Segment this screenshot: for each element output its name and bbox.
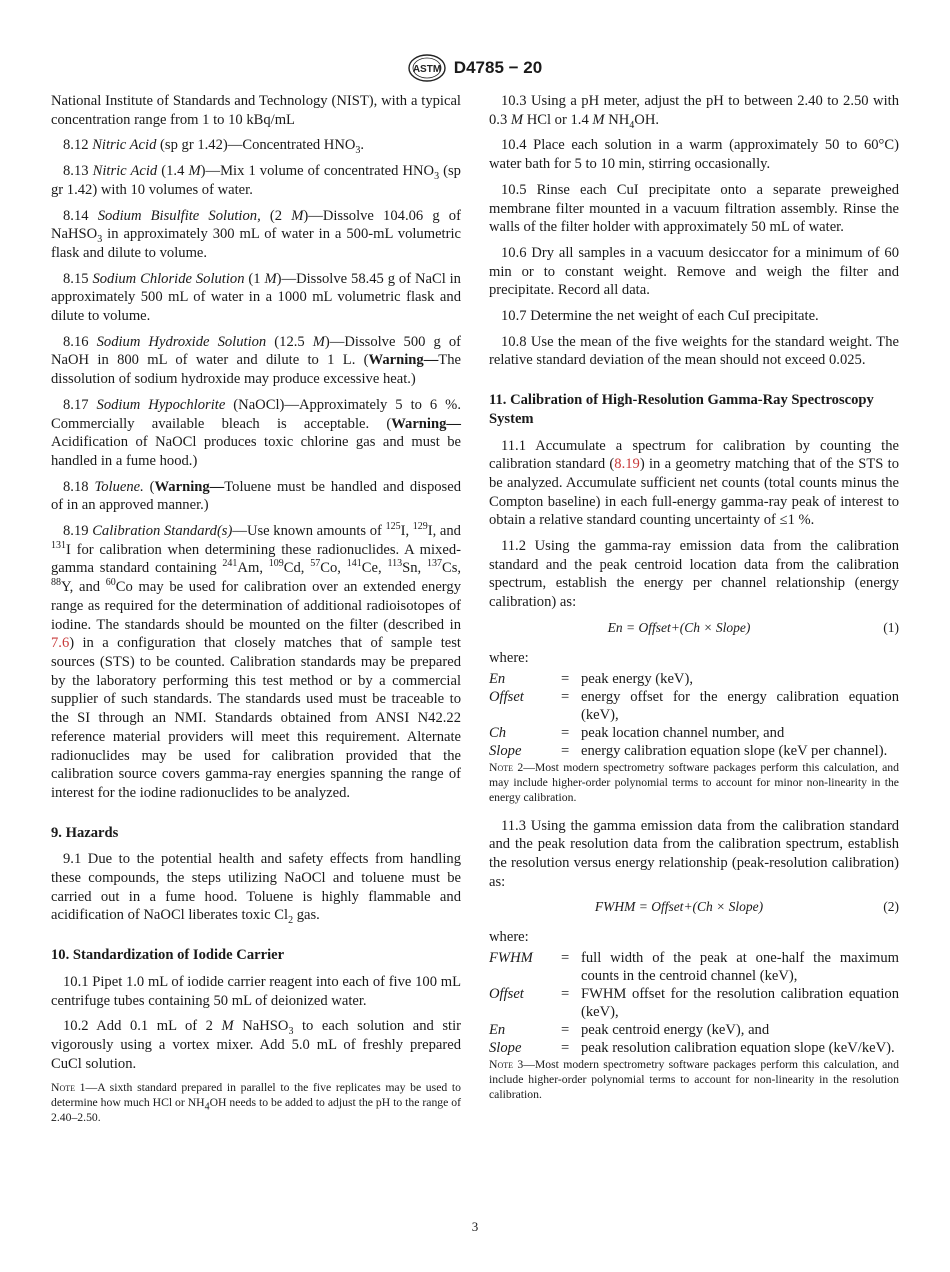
astm-logo-icon (408, 54, 446, 82)
paragraph-nist: National Institute of Standards and Technology (NIST), with a typical concentration range from 1 to 10 kBq/mL (51, 93, 461, 128)
equation-2-number: (2) (883, 899, 899, 915)
paragraph-8-15: 8.15 Sodium Chloride Solution (1 M)—Dissolve 58.45 g of NaCl in approximately 500 mL of water in a 1000 mL volumetric flask and dilute to volume. (51, 270, 461, 325)
definition-row: Offset = energy offset for the energy calibration equation (keV), (489, 688, 899, 723)
paragraph-10-4: 10.4 Place each solution in a warm (approximately 50 to 60°C) water bath for 5 to 10 min, stirring occasionally. (489, 137, 899, 173)
paragraph-11-2: 11.2 Using the gamma-ray emission data from the calibration standard and the peak centroid location data from the calibration spectrum, establish the energy per channel relationship (energy calibration) as: (489, 538, 899, 611)
definition-row: En = peak energy (keV), (489, 670, 693, 687)
definition-row: Ch = peak location channel number, and (489, 724, 785, 741)
paragraph-8-17: 8.17 Sodium Hypochlorite (NaOCl)—Approximately 5 to 6 %. Commercially available bleach is acceptable. (Warning—Acidification of NaOCl produces toxic chlorine gas and must be handled in a fume hood.) (51, 396, 461, 469)
note-3: Note 3—Most modern spectrometry software packages perform this calculation, and include higher-order polynomial terms to account for non-linearity in the resolution calibration. (489, 1058, 899, 1102)
paragraph-8-18: 8.18 Toluene. (Warning—Toluene must be handled and disposed of in an approved manner.) (51, 478, 461, 514)
paragraph-10-8: 10.8 Use the mean of the five weights for the standard weight. The relative standard deviation of the mean should not exceed 0.025. (489, 333, 899, 369)
paragraph-10-7: 10.7 Determine the net weight of each CuI precipitate. (501, 308, 819, 325)
definition-row: Offset = FWHM offset for the resolution calibration equation (keV), (489, 986, 899, 1021)
paragraph-11-3: 11.3 Using the gamma emission data from the calibration standard and the peak resolution data from the calibration spectrum, establish the resolution versus energy relationship (peak-resolution calibration) as: (489, 817, 899, 890)
definitions-table-1 (489, 670, 899, 760)
definitions-table-2 (489, 949, 899, 1057)
paragraph-8-19: 8.19 Calibration Standard(s)—Use known amounts of $^{125}$I, $^{129}$I, and $^{131}$I for calibration when determining these radionuclides. A mixed-gamma standard containing $^{241}$Am, $^{109}$Cd, $^{57}$Co, $^{141}$Ce, $^{113}$Sn, $^{137}$Cs, $^{88}$Y, and $^{60}$Co may be used for calibration over an extended energy range as required for the determination of additional radioisotopes of iodine. The standards should be mounted on the filter (described in 7.6) in a configuration that closely matches that of sample test sources (STS) to be counted. Calibration standards may be prepared by the laboratory performing this test method or by a commercial supplier of such standards. The standards used must be traceable to the SI through an NMI. Standards obtained from ANSI N42.22 reference material providers will meet this requirement. Alternate radionuclides may be used for calibration provided that the calibration source covers gamma-ray energies spanning the range of interest for the iodine radionuclides to be analyzed. (51, 521, 462, 801)
logo-text: ASTM (412, 64, 441, 75)
equation-1-expression: En = Offset+(Ch × Slope) (607, 619, 751, 635)
section-heading-standardization: 10. Standardization of Iodide Carrier (51, 947, 285, 964)
note-2: Note 2—Most modern spectrometry software packages perform this calculation, and may include higher-order polynomial terms to account for minor non-linearity in the energy calibration. (489, 760, 899, 804)
definition-row: Slope = peak resolution calibration equation slope (keV/keV). (489, 1040, 895, 1057)
paragraph-8-14: 8.14 Sodium Bisulfite Solution, (2 M)—Dissolve 104.06 g of NaHSO$_3$ in approximately 300 mL of water in a 500-mL volumetric flask and dilute to volume. (51, 207, 461, 261)
page-header (0, 54, 950, 84)
equation-1 (489, 619, 899, 639)
definition-row: FWHM = full width of the peak at one-half the maximum counts in the centroid channel (keV), (489, 950, 899, 985)
equation-2-expression: FWHM = Offset+(Ch × Slope) (594, 899, 764, 915)
section-heading-calibration: 11. Calibration of High-Resolution Gamma-Ray Spectroscopy System (489, 392, 874, 427)
paragraph-9-1: 9.1 Due to the potential health and safety effects from handling these compounds, the steps utilizing NaOCl and toluene must be carried out in a fume hood. Toluene is highly flammable and acidification of NaOCl liberates toxic $Cl_2$ gas. (51, 851, 461, 927)
paragraph-8-16: 8.16 Sodium Hydroxide Solution (12.5 M)—Dissolve 500 g of NaOH in 800 mL of water and dilute to 1 L. (Warning—The dissolution of sodium hydroxide may produce excessive heat.) (51, 333, 461, 388)
paragraph-10-3: 10.3 Using a pH meter, adjust the pH to between 2.40 to 2.50 with 0.3 M HCl or 1.4 M $NH_4OH$. (489, 93, 899, 131)
paragraph-10-1: 10.1 Pipet 1.0 mL of iodide carrier reagent into each of five 100 mL centrifuge tubes containing 50 mL of deionized water. (51, 973, 461, 1009)
document-designation: D4785 − 20 (453, 58, 543, 77)
paragraph-11-1: 11.1 Accumulate a spectrum for calibration by counting the calibration standard (8.19) in a geometry matching that of the STS to be analyzed. Accumulate sufficient net counts (total counts minus the Compton baseline) in each full-energy gamma-ray peak of interest to obtain a relative standard counting uncertainty of ≤1 %. (489, 437, 899, 529)
section-heading-hazards: 9. Hazards (51, 824, 119, 841)
paragraph-8-12: 8.12 Nitric Acid (sp gr 1.42)—Concentrated $HNO_3$. (63, 137, 365, 157)
right-column (489, 92, 899, 1109)
paragraph-10-2: 10.2 Add 0.1 mL of 2 M NaHSO$_3$ to each solution and stir vigorously using a vortex mixer. Add 5.0 mL of freshly prepared CuCl solution. (51, 1018, 461, 1072)
left-column (51, 92, 461, 1132)
definition-row: Slope = energy calibration equation slope (keV per channel). (489, 742, 888, 759)
page-number: 3 (471, 1219, 479, 1234)
where-label-1: where: (489, 649, 529, 666)
paragraph-8-13: 8.13 Nitric Acid (1.4 M)—Mix 1 volume of concentrated $HNO_3$ (sp gr 1.42) with 10 volumes of water. (51, 163, 461, 198)
note-1: Note 1—A sixth standard prepared in parallel to the five replicates may be used to determine how much HCl or $NH_4OH$ needs to be added to adjust the pH to the range of 2.40–2.50. (51, 1081, 461, 1125)
equation-2 (489, 898, 899, 918)
definition-row: En = peak centroid energy (keV), and (489, 1022, 770, 1039)
paragraph-10-5: 10.5 Rinse each CuI precipitate onto a separate preweighed membrane filter mounted in a vacuum filtration assembly. Rinse the walls of the filter holder with approximately 50 mL of water. (489, 181, 899, 236)
reference-link-8-19[interactable]: 8.19 (614, 456, 640, 473)
paragraph-10-6: 10.6 Dry all samples in a vacuum desiccator for a minimum of 60 min or to constant weight. Remove and weigh the filter and precipitate. Record all data. (489, 244, 899, 299)
equation-1-number: (1) (883, 619, 899, 635)
where-label-2: where: (489, 929, 529, 946)
reference-link-7-6[interactable]: 7.6 (51, 635, 70, 652)
